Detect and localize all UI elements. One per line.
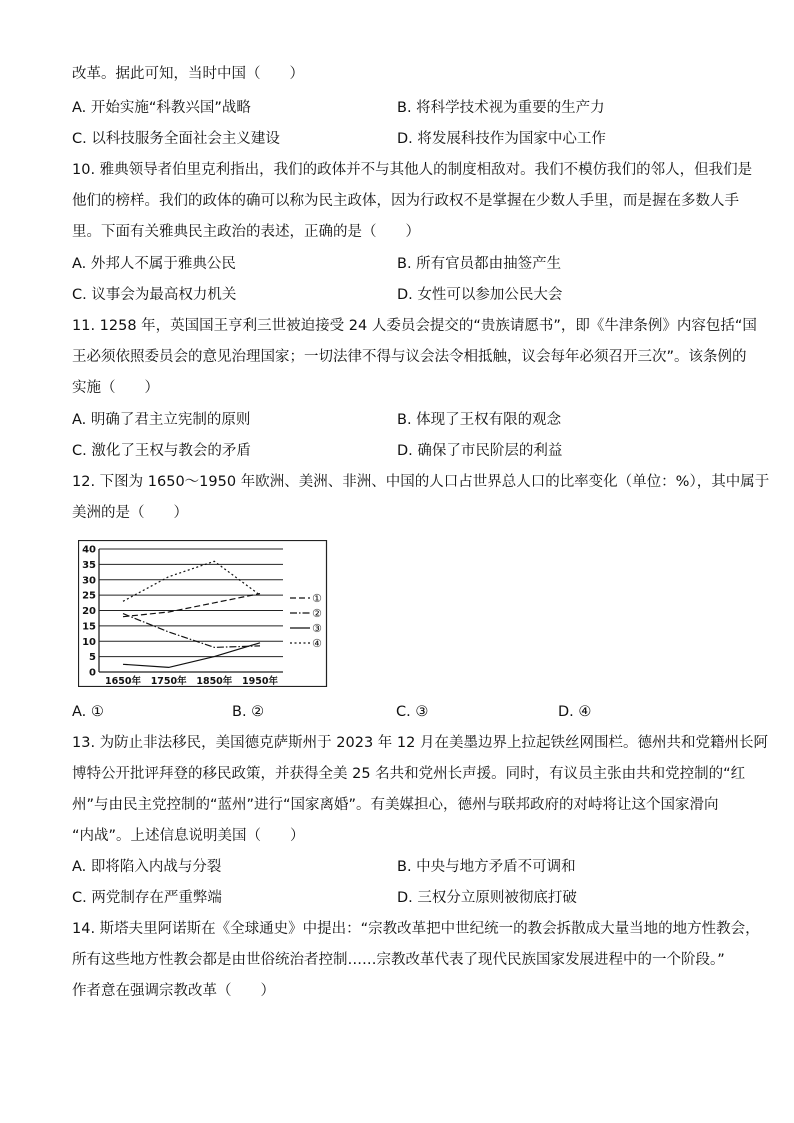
q14-stem-line-2: 所有这些地方性教会都是由世俗统治者控制……宗教改革代表了现代民族国家发展进程中的一个阶段。” — [72, 952, 725, 968]
y-tick-label: 20 — [82, 606, 96, 617]
population-share-chart — [78, 540, 328, 687]
q12-option-d[interactable]: D. ④ — [558, 704, 592, 720]
q14-stem-line-3: 作者意在强调宗教改革（ ） — [72, 983, 275, 999]
x-tick-label: 1850年 — [196, 676, 233, 687]
q10-stem-line-3: 里。下面有关雅典民主政治的表述，正确的是（ ） — [72, 224, 420, 240]
series-line-2 — [123, 614, 260, 648]
chart-frame — [79, 541, 327, 687]
q14-stem-line-1: 14. 斯塔夫里阿诺斯在《全球通史》中提出：“宗教改革把中世纪统一的教会拆散成大量当地的地方性教会， — [72, 921, 760, 937]
q9-option-b[interactable]: B. 将科学技术视为重要的生产力 — [397, 100, 605, 116]
legend-label: ④ — [312, 637, 322, 650]
q13-option-c[interactable]: C. 两党制存在严重弊端 — [72, 890, 222, 906]
q10-stem-line-2: 他们的榜样。我们的政体的确可以称为民主政体，因为行政权不是掌握在少数人手里，而是握在多数人手 — [72, 193, 739, 209]
q12-option-c[interactable]: C. ③ — [396, 704, 429, 720]
q13-stem-line-3: 州”与由民主党控制的“蓝州”进行“国家离婚”。有美媒担心，德州与联邦政府的对峙将让这个国家滑向 — [72, 797, 719, 813]
q9-option-d[interactable]: D. 将发展科技作为国家中心工作 — [397, 131, 606, 147]
chart-svg — [78, 540, 328, 687]
q11-stem-line-1: 11. 1258 年，英国国王亨利三世被迫接受 24 人委员会提交的“贵族请愿书”，即《牛津条例》内容包括“国 — [72, 318, 757, 334]
q9-stem-tail: 改革。据此可知，当时中国（ ） — [72, 66, 304, 82]
series-line-1 — [123, 594, 260, 617]
q10-option-d[interactable]: D. 女性可以参加公民大会 — [397, 287, 563, 303]
q11-option-b[interactable]: B. 体现了王权有限的观念 — [397, 412, 562, 428]
q13-stem-line-4: “内战”。上述信息说明美国（ ） — [72, 828, 305, 844]
y-tick-label: 15 — [82, 621, 96, 633]
q13-option-a[interactable]: A. 即将陷入内战与分裂 — [72, 859, 222, 875]
x-tick-label: 1750年 — [150, 676, 187, 687]
q11-option-c[interactable]: C. 激化了王权与教会的矛盾 — [72, 443, 251, 459]
y-tick-label: 5 — [89, 652, 96, 664]
y-tick-label: 10 — [82, 636, 96, 648]
q13-stem-line-1: 13. 为防止非法移民，美国德克萨斯州于 2023 年 12 月在美墨边界上拉起铁丝网围栏。德州共和党籍州长阿 — [72, 735, 768, 751]
q11-option-a[interactable]: A. 明确了君主立宪制的原则 — [72, 412, 251, 428]
q12-option-b[interactable]: B. ② — [232, 704, 265, 720]
q13-option-b[interactable]: B. 中央与地方矛盾不可调和 — [397, 859, 576, 875]
y-tick-label: 25 — [82, 590, 96, 602]
q10-option-c[interactable]: C. 议事会为最高权力机关 — [72, 287, 237, 303]
q11-stem-line-3: 实施（ ） — [72, 380, 159, 396]
q10-stem-line-1: 10. 雅典领导者伯里克利指出，我们的政体并不与其他人的制度相敌对。我们不模仿我们的邻人，但我们是 — [72, 162, 753, 178]
q9-option-a[interactable]: A. 开始实施“科教兴国”战略 — [72, 100, 251, 116]
q11-stem-line-2: 王必须依照委员会的意见治理国家；一切法律不得与议会法令相抵触，议会每年必须召开三次”。该条例的 — [72, 349, 747, 365]
x-tick-label: 1950年 — [242, 676, 278, 687]
legend-label: ② — [312, 607, 322, 620]
q13-stem-line-2: 博特公开批评拜登的移民政策，并获得全美 25 名共和党州长声援。同时，有议员主张由共和党控制的“红 — [72, 766, 746, 782]
q11-option-d[interactable]: D. 确保了市民阶层的利益 — [397, 443, 563, 459]
legend-label: ① — [312, 592, 322, 605]
q10-option-a[interactable]: A. 外邦人不属于雅典公民 — [72, 256, 236, 272]
q12-option-a[interactable]: A. ① — [72, 704, 104, 720]
x-tick-label: 1650年 — [105, 676, 141, 687]
y-tick-label: 40 — [82, 544, 96, 556]
q12-stem-line-2: 美洲的是（ ） — [72, 505, 188, 521]
y-tick-label: 35 — [82, 559, 96, 571]
y-tick-label: 30 — [82, 575, 96, 587]
q10-option-b[interactable]: B. 所有官员都由抽签产生 — [397, 256, 562, 272]
q12-stem-line-1: 12. 下图为 1650～1950 年欧洲、美洲、非洲、中国的人口占世界总人口的比率变化（单位：%），其中属于 — [72, 474, 770, 490]
q13-option-d[interactable]: D. 三权分立原则被彻底打破 — [397, 890, 577, 906]
y-tick-label: 0 — [89, 667, 96, 679]
legend-label: ③ — [312, 622, 322, 635]
q9-option-c[interactable]: C. 以科技服务全面社会主义建设 — [72, 131, 280, 147]
